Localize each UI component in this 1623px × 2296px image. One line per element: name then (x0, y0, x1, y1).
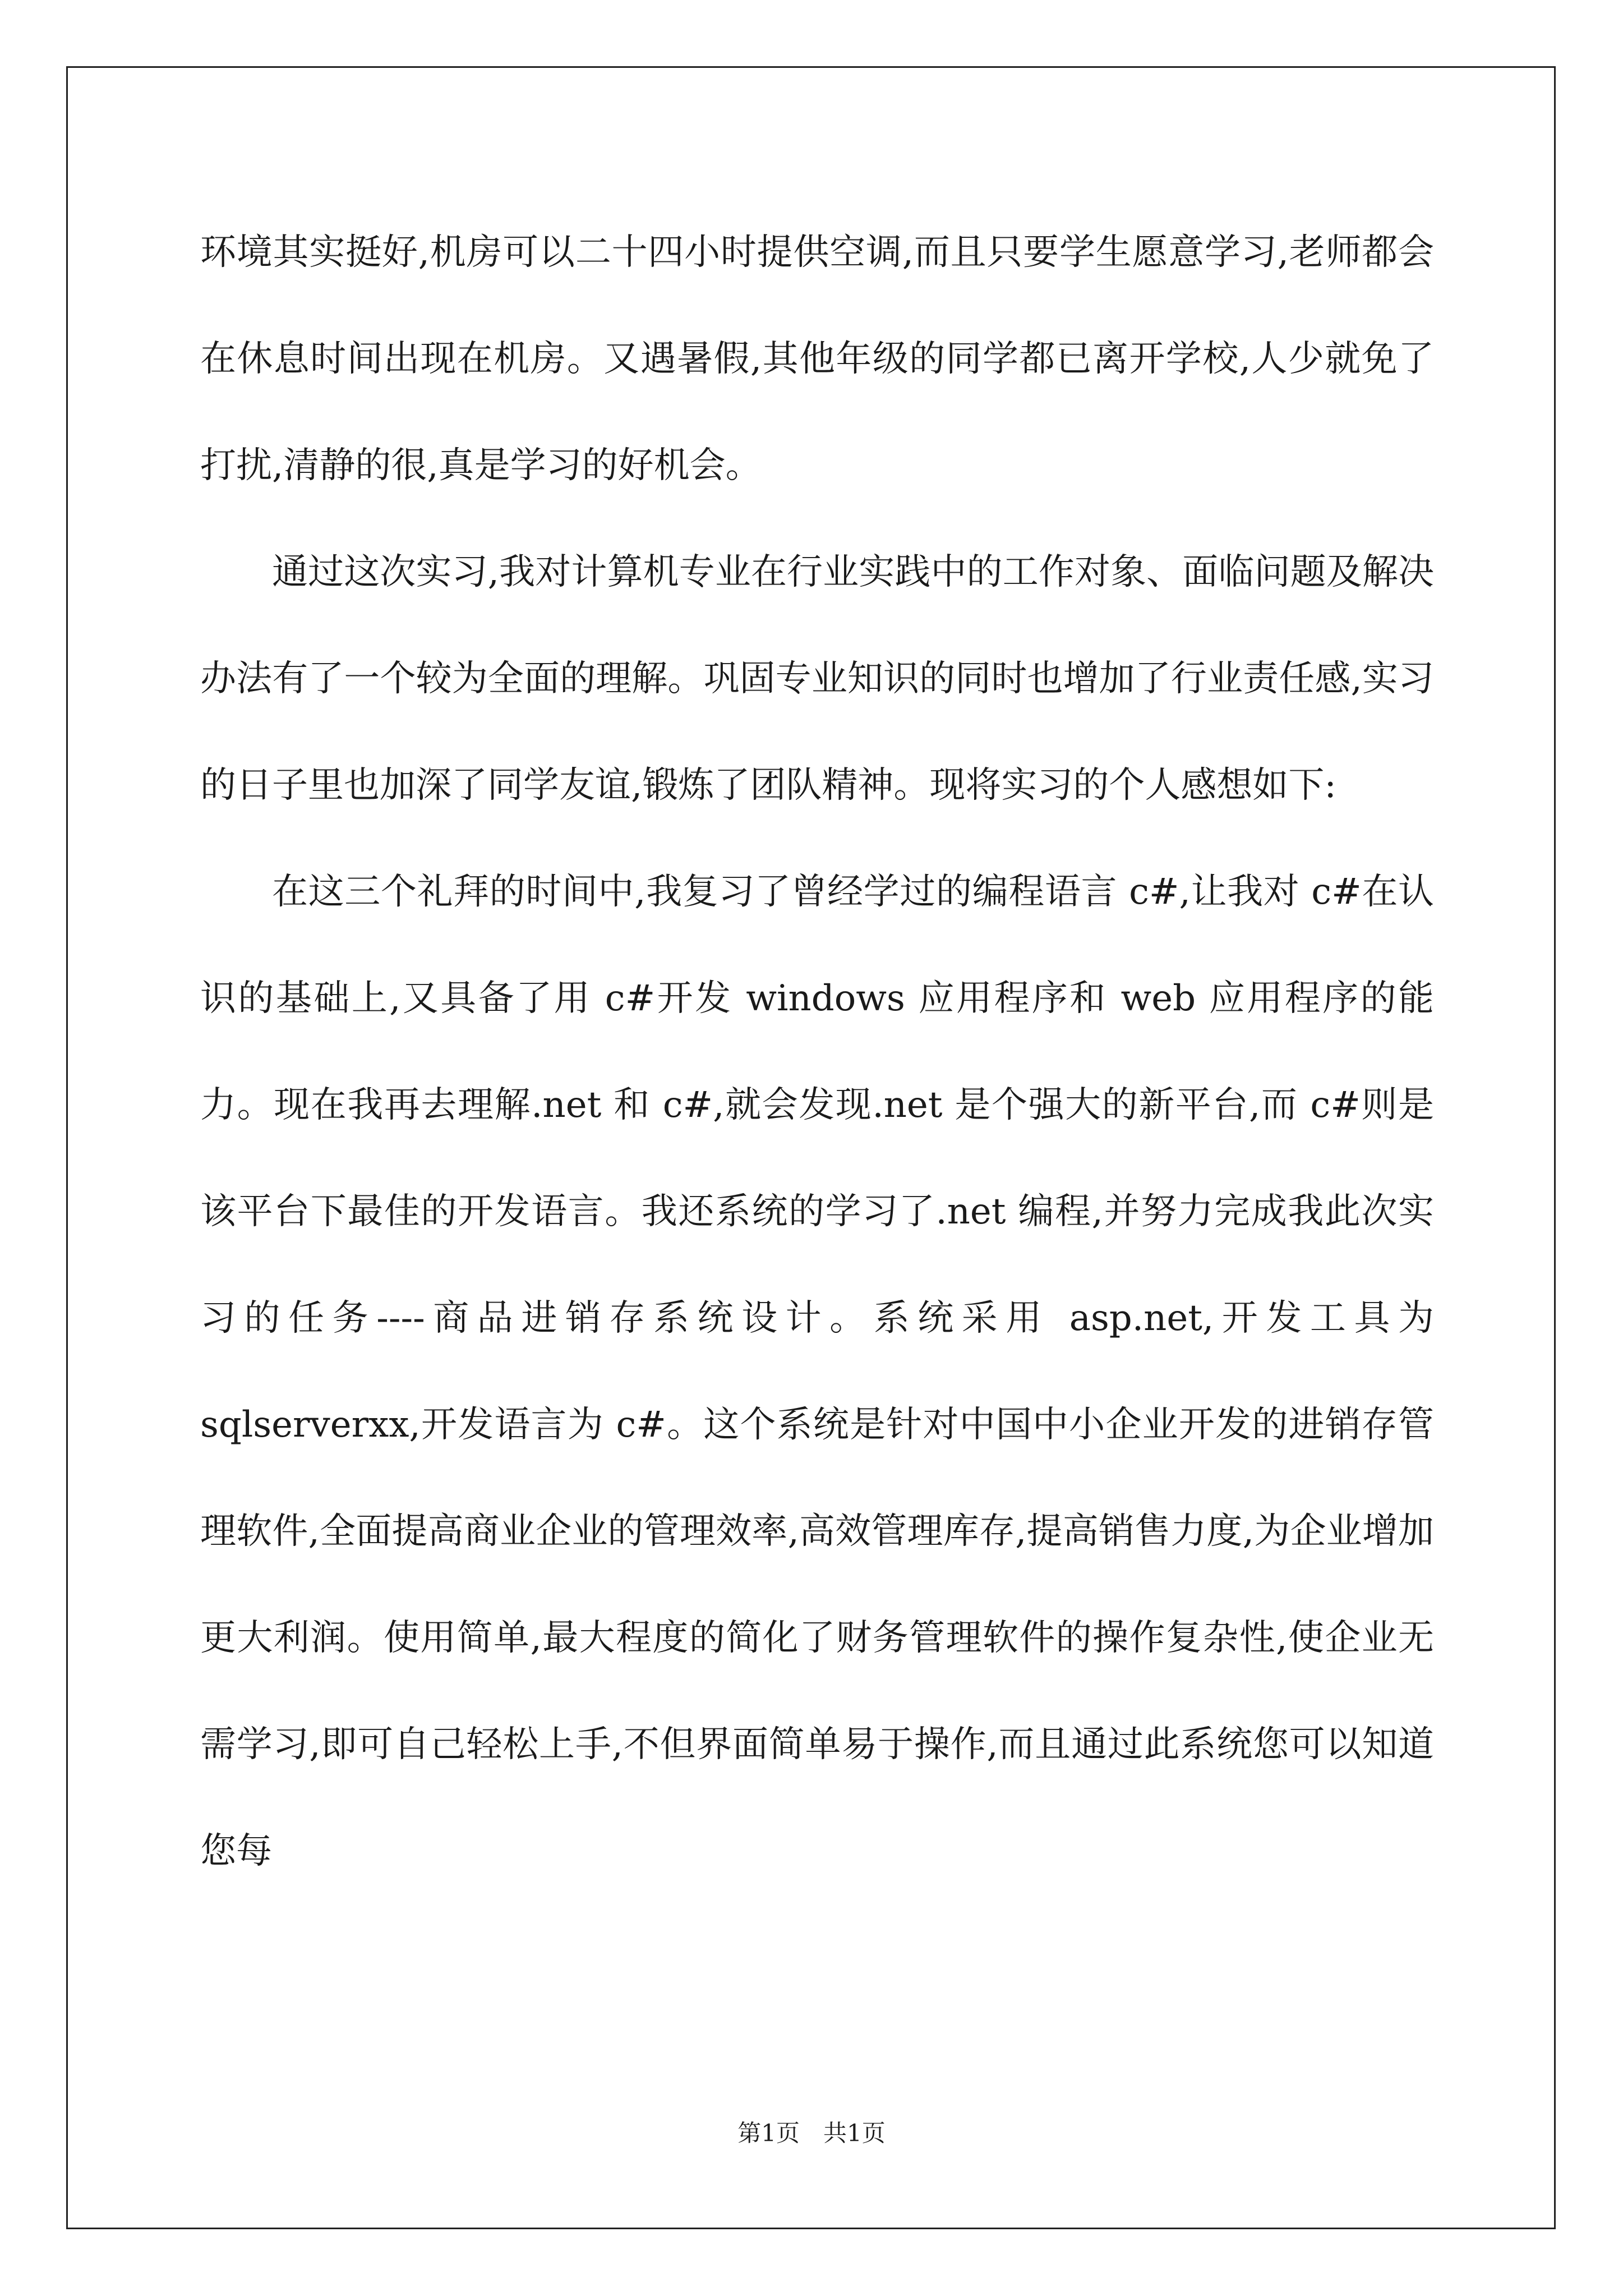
document-body (200, 199, 1434, 1904)
paragraph-2: 通过这次实习,我对计算机专业在行业实践中的工作对象、面临问题及解决办法有了一个较为全面的理解。巩固专业知识的同时也增加了行业责任感,实习的日子里也加深了同学友谊,锻炼了团队精神。现将实习的个人感想如下: (200, 551, 1434, 806)
page-footer (0, 2119, 1623, 2147)
paragraph-3: 在这三个礼拜的时间中,我复习了曾经学过的编程语言 c#,让我对 c#在认识的基础上,又具备了用 c#开发 windows 应用程序和 web 应用程序的能力。现在我再去理解.net 和 c#,就会发现.net 是个强大的新平台,而 c#则是该平台下最佳的开发语言。我还系统的学习了.net 编程,并努力完成我此次实习的任务----商品进销存系统设计。系统采用 asp.net,开发工具为 sqlserverxx,开发语言为 c#。这个系统是针对中国中小企业开发的进销存管理软件,全面提高商业企业的管理效率,高效管理库存,提高销售力度,为企业增加更大利润。使用简单,最大程度的简化了财务管理软件的操作复杂性,使企业无需学习,即可自己轻松上手,不但界面简单易于操作,而且通过此系统您可以知道您每 (200, 871, 1434, 1872)
page-number-current: 第1页 (737, 2119, 800, 2147)
page-number-total: 共1页 (823, 2119, 886, 2147)
paragraph-1: 环境其实挺好,机房可以二十四小时提供空调,而且只要学生愿意学习,老师都会在休息时间出现在机房。又遇暑假,其他年级的同学都已离开学校,人少就免了打扰,清静的很,真是学习的好机会。 (200, 232, 1434, 486)
